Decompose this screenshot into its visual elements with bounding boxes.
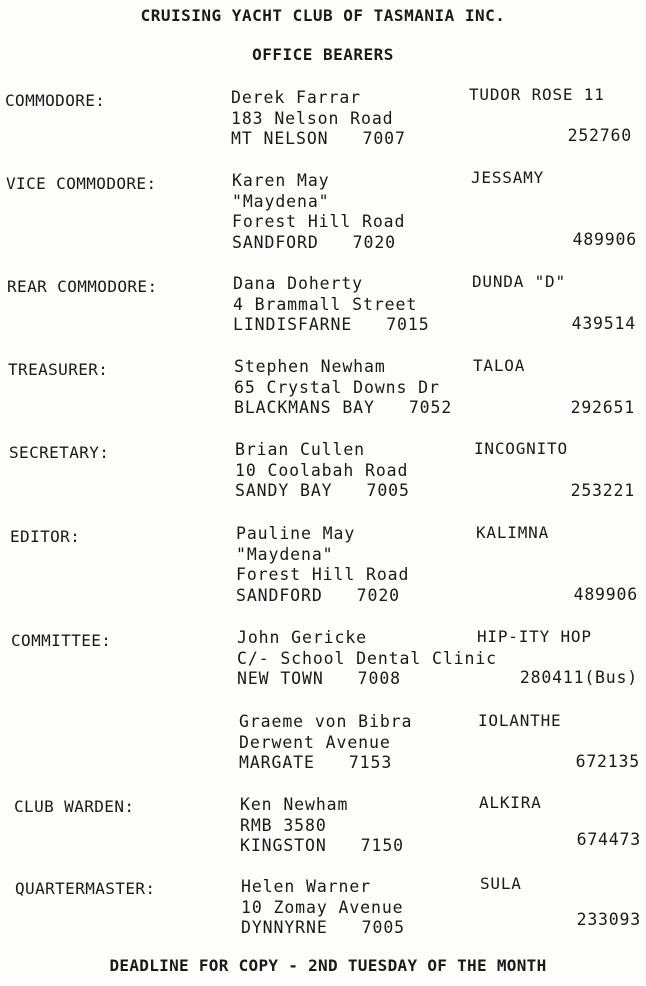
boat-name: KALIMNA [476, 523, 550, 542]
bearer-suburb: NEW TOWN [237, 669, 324, 688]
role-label: CLUB WARDEN: [14, 797, 135, 816]
bearer-postcode: 7005 [366, 481, 410, 500]
boat-name: JESSAMY [471, 168, 545, 187]
bearer-entry [231, 88, 406, 150]
club-name-heading: CRUISING YACHT CLUB OF TASMANIA INC. [140, 6, 506, 25]
bearer-name: John Gericke [237, 628, 368, 647]
bearer-name: Karen May [232, 171, 330, 190]
boat-name: TUDOR ROSE 11 [469, 85, 605, 104]
bearer-postcode: 7020 [356, 585, 401, 605]
bearer-postcode: 7008 [357, 669, 402, 688]
bearer-address-line: 10 Coolabah Road [235, 460, 409, 480]
bearer-city-line [232, 233, 405, 254]
boat-name: INCOGNITO [474, 439, 568, 458]
bearer-city-line [239, 753, 412, 774]
copy-deadline-notice: DEADLINE FOR COPY - 2ND TUESDAY OF THE MONTH [109, 956, 547, 975]
role-label: REAR COMMODORE: [7, 277, 158, 296]
bearer-postcode: 7150 [360, 836, 405, 855]
bearer-entry [235, 440, 410, 502]
bearer-city-line [233, 315, 430, 336]
phone-number: 280411(Bus) [519, 668, 638, 687]
bearer-address-line: Forest Hill Road [232, 212, 406, 231]
bearer-suburb: LINDISFARNE [233, 315, 353, 334]
bearer-suburb: SANDFORD [236, 585, 323, 605]
bearer-name: Pauline May [236, 524, 356, 543]
bearer-postcode: 7005 [361, 918, 406, 937]
bearer-entry [240, 795, 404, 857]
phone-number: 672135 [575, 752, 640, 771]
phone-number: 292651 [570, 398, 635, 417]
bearer-address-line: 10 Zomay Avenue [241, 897, 404, 917]
bearer-suburb: MT NELSON [231, 129, 329, 148]
boat-name: HIP-ITY HOP [477, 627, 592, 646]
boat-name: IOLANTHE [478, 711, 562, 730]
bearer-entry [241, 877, 405, 939]
bearer-address-line: C/- School Dental Clinic [237, 648, 498, 668]
bearer-address-line: RMB 3580 [240, 815, 327, 835]
office-bearers-heading: OFFICE BEARERS [252, 45, 394, 64]
bearer-city-line [241, 918, 405, 939]
bearer-name: Derek Farrar [231, 88, 362, 107]
bearer-entry [234, 357, 452, 419]
role-label: COMMODORE: [5, 91, 106, 110]
boat-name: SULA [480, 874, 522, 893]
role-label: TREASURER: [8, 360, 109, 379]
phone-number: 489906 [573, 585, 638, 604]
bearer-name: Brian Cullen [235, 440, 366, 459]
bearer-postcode: 7020 [352, 232, 397, 252]
phone-number: 233093 [576, 910, 641, 929]
phone-number: 439514 [571, 314, 636, 333]
bearer-address-line: "Maydena" [236, 544, 334, 564]
bearer-address-line: 4 Brammall Street [233, 294, 418, 314]
phone-number: 489906 [572, 230, 637, 249]
bearer-city-line [240, 836, 404, 857]
bearer-suburb: BLACKMANS BAY [234, 398, 375, 417]
bearer-address-line: 183 Nelson Road [231, 108, 394, 128]
bearer-suburb: SANDFORD [232, 232, 319, 252]
bearer-city-line [237, 669, 497, 690]
phone-number: 253221 [570, 481, 635, 500]
bearer-entry [232, 171, 405, 253]
role-label: EDITOR: [10, 527, 81, 546]
bearer-name: Graeme von Bibra [239, 712, 413, 731]
role-label: QUARTERMASTER: [15, 879, 156, 898]
bearer-postcode: 7015 [386, 315, 430, 334]
bearer-entry [237, 628, 497, 690]
boat-name: ALKIRA [479, 793, 542, 812]
bearer-postcode: 7052 [408, 398, 453, 417]
role-label: VICE COMMODORE: [6, 174, 157, 193]
bearer-city-line [234, 398, 452, 419]
bearer-suburb: SANDY BAY [235, 481, 333, 500]
phone-number: 252760 [567, 126, 632, 145]
boat-name: TALOA [473, 356, 526, 375]
bearer-city-line [235, 481, 410, 502]
bearer-address-line: Forest Hill Road [236, 565, 410, 584]
bearer-name: Dana Doherty [233, 274, 364, 293]
bearer-name: Stephen Newham [234, 357, 386, 376]
bearer-suburb: MARGATE [239, 753, 315, 772]
boat-name: DUNDA "D" [472, 272, 566, 291]
bearer-suburb: DYNNYRNE [241, 918, 328, 937]
bearer-address-line: 65 Crystal Downs Dr [234, 377, 440, 397]
role-label: COMMITTEE: [11, 631, 112, 650]
bearer-city-line [231, 129, 406, 150]
bearer-entry [239, 712, 412, 774]
bearer-entry [236, 524, 409, 606]
bearer-address-line: "Maydena" [232, 191, 330, 211]
bearer-postcode: 7007 [362, 129, 406, 148]
role-label: SECRETARY: [9, 443, 110, 462]
bearer-entry [233, 274, 430, 336]
bearer-suburb: KINGSTON [240, 836, 327, 855]
bearer-postcode: 7153 [348, 753, 393, 772]
phone-number: 674473 [576, 830, 641, 849]
bearer-address-line: Derwent Avenue [239, 732, 391, 752]
bearer-name: Ken Newham [240, 795, 349, 814]
bearer-name: Helen Warner [241, 877, 372, 896]
bearer-city-line [236, 586, 409, 607]
